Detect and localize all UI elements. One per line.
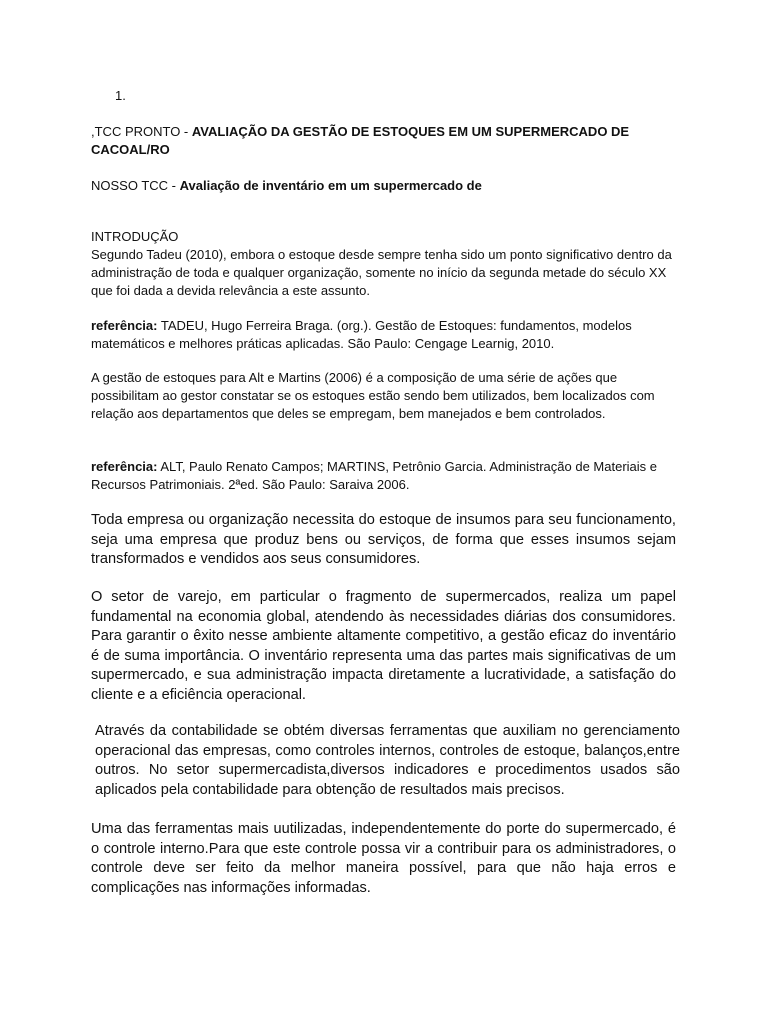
- reference-label: referência:: [91, 459, 158, 474]
- tcc-prefix: ,TCC PRONTO -: [91, 124, 192, 139]
- nosso-tcc-prefix: NOSSO TCC -: [91, 178, 180, 193]
- nosso-tcc-title: Avaliação de inventário em um supermercado de: [179, 178, 482, 193]
- reference-tadeu: [91, 317, 676, 353]
- paragraph-gestao: A gestão de estoques para Alt e Martins (2006) é a composição de uma série de ações que possibilitam ao gestor constatar se os estoques estão sendo bem utilizados, bem localizados com relação aos departamentos que deles se empregam, bem manejados e bem controlados.: [91, 370, 655, 421]
- list-number: 1.: [115, 88, 126, 103]
- reference-alt-martins: [91, 458, 676, 494]
- tcc-title: AVALIAÇÃO DA GESTÃO DE ESTOQUES EM UM SUPERMERCADO DE CACOAL/RO: [91, 124, 630, 157]
- tcc-title-line: [91, 123, 676, 159]
- paragraph-varejo: O setor de varejo, em particular o fragmento de supermercados, realiza um papel fundamental na economia global, atendendo às necessidades diárias dos consumidores. Para garantir o êxito nesse ambiente altamente competitivo, a gestão eficaz do inventário é de suma importância. O inventário representa uma das partes mais significativas de um supermercado, e sua administração impacta diretamente a lucratividade, a satisfação do cliente e a eficiência operacional.: [91, 589, 676, 703]
- reference-text: ALT, Paulo Renato Campos; MARTINS, Petrônio Garcia. Administração de Materiais e Recursos Patrimoniais. 2ªed. São Paulo: Saraiva 2006.: [91, 459, 658, 492]
- introduction-text: Segundo Tadeu (2010), embora o estoque desde sempre tenha sido um ponto significativo dentro da administração de toda e qualquer organização, somente no início da segunda metade do século XX que foi dada a devida relevância a este assunto.: [91, 247, 672, 298]
- reference-label: referência:: [91, 318, 158, 333]
- introduction-heading: INTRODUÇÃO: [91, 229, 179, 244]
- paragraph-empresa: Toda empresa ou organização necessita do estoque de insumos para seu funcionamento, seja uma empresa que produz bens ou serviços, de forma que esses insumos sejam transformados e vendidos aos seus consumidores.: [91, 512, 676, 567]
- introduction-section: [91, 228, 676, 300]
- paragraph-contabilidade: Através da contabilidade se obtém diversas ferramentas que auxiliam no gerenciamento operacional das empresas, como controles internos, controles de estoque, balanços,entre outros. No setor supermercadista,diversos indicadores e procedimentos usados são aplicados pela contabilidade para obtenção de resultados mais precisos.: [95, 723, 680, 798]
- reference-text: TADEU, Hugo Ferreira Braga. (org.). Gestão de Estoques: fundamentos, modelos matemáticos e melhores práticas aplicadas. São Paulo: Cengage Learnig, 2010.: [91, 318, 632, 351]
- paragraph-ferramentas: Uma das ferramentas mais uutilizadas, independentemente do porte do supermercado, é o controle interno.Para que este controle possa vir a contribuir para os administradores, o controle deve ser feito da melhor maneira possível, para que não haja erros e complicações nas informações informadas.: [91, 821, 676, 896]
- nosso-tcc-line: [91, 177, 676, 195]
